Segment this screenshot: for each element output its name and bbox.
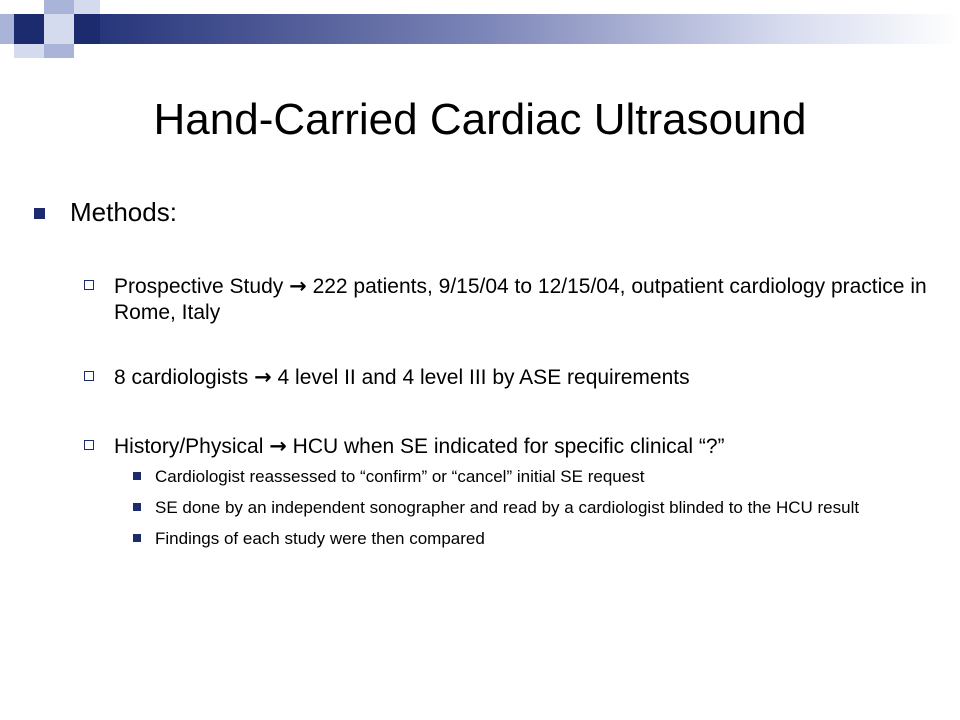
square-bullet-icon	[133, 472, 141, 480]
sub-bullet-text: 4 level II and 4 level III by ASE requirements	[277, 366, 690, 389]
corner-square-decoration	[44, 14, 74, 44]
detail-bullet-findings	[34, 528, 934, 549]
square-bullet-icon	[34, 208, 45, 219]
hollow-square-bullet-icon	[84, 371, 94, 381]
hollow-square-bullet-icon	[84, 280, 94, 290]
corner-square-decoration	[0, 14, 14, 44]
sub-bullet-text: HCU when SE indicated for specific clinical “?”	[292, 435, 725, 458]
corner-square-decoration	[44, 44, 74, 58]
arrow-icon: →	[254, 365, 272, 389]
arrow-icon: →	[269, 434, 287, 458]
square-bullet-icon	[133, 503, 141, 511]
sub-bullet-cardiologists	[34, 364, 934, 391]
bullet-methods	[34, 195, 934, 229]
detail-bullet-text: Cardiologist reassessed to “confirm” or “cancel” initial SE request	[155, 467, 645, 486]
detail-bullet-text: Findings of each study were then compared	[155, 529, 485, 548]
detail-bullet-sonographer	[34, 497, 934, 518]
bullet-label: Methods:	[70, 197, 177, 227]
sub-bullet-text: 8 cardiologists	[114, 366, 249, 389]
corner-square-decoration	[14, 14, 44, 44]
corner-square-decoration	[74, 14, 100, 44]
slide-title: Hand-Carried Cardiac Ultrasound	[153, 95, 807, 144]
hollow-square-bullet-icon	[84, 440, 94, 450]
slide-body	[34, 195, 934, 549]
sub-bullet-history	[34, 433, 934, 460]
sub-bullet-text: History/Physical	[114, 435, 264, 458]
arrow-icon: →	[289, 274, 307, 298]
sub-bullet-text: Prospective Study	[114, 275, 284, 298]
detail-bullet-reassess	[34, 466, 934, 487]
detail-bullet-text: SE done by an independent sonographer and read by a cardiologist blinded to the HCU result	[155, 498, 860, 517]
corner-square-decoration	[44, 0, 74, 14]
corner-square-decoration	[14, 44, 44, 58]
header-gradient-band	[100, 14, 960, 44]
sub-bullet-study	[34, 273, 934, 326]
square-bullet-icon	[133, 534, 141, 542]
corner-square-decoration	[74, 0, 100, 14]
sub-bullet-text: 222 patients, 9/15/04 to 12/15/04, outpatient cardiology practice in Rome, Italy	[114, 275, 927, 324]
